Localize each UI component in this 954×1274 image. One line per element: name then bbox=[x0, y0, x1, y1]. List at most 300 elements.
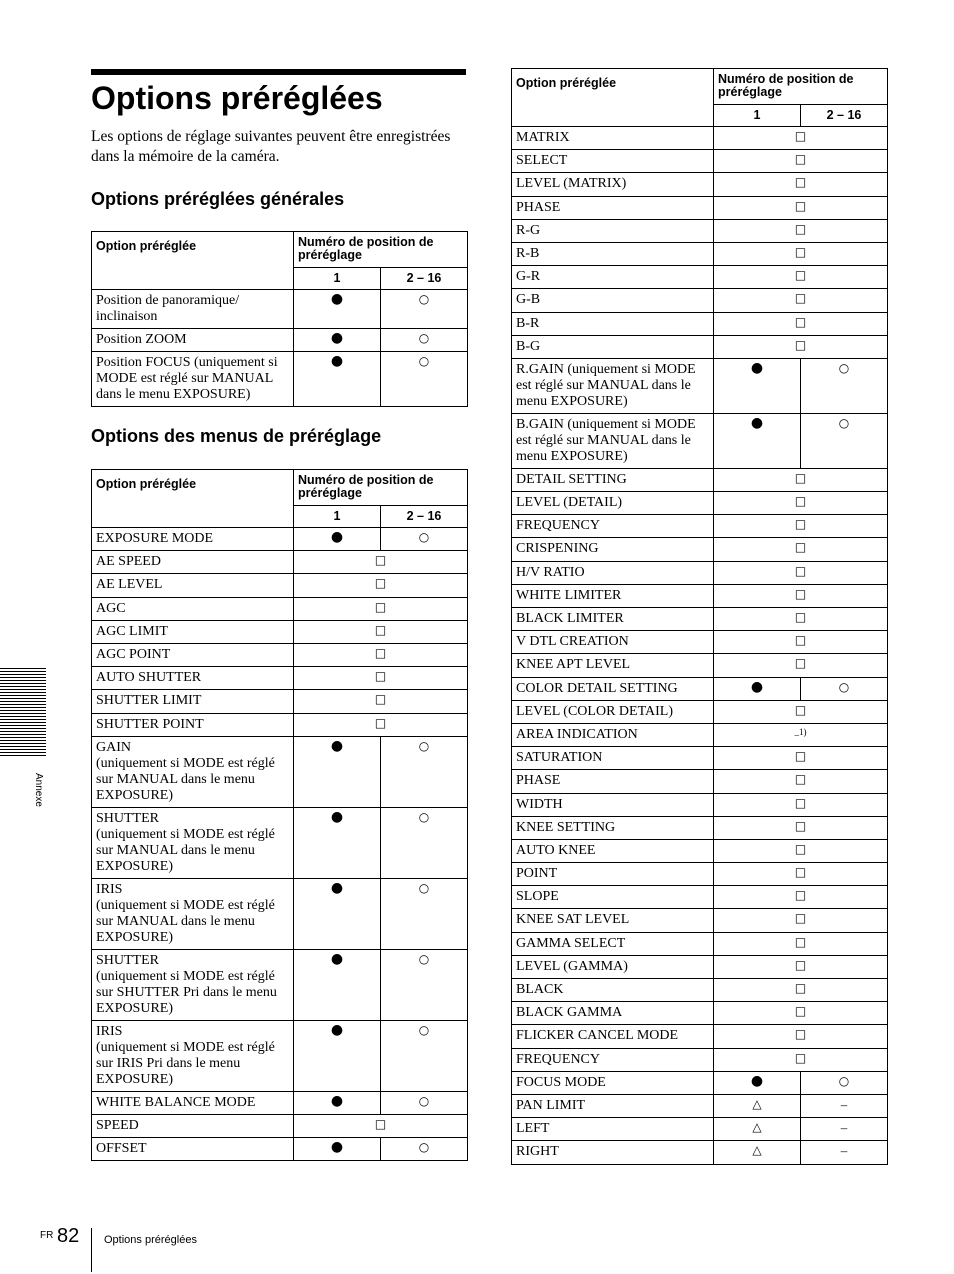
option-name bbox=[92, 667, 294, 690]
filled-circle-icon: ● bbox=[750, 678, 764, 695]
filled-circle-icon: ● bbox=[750, 1072, 764, 1089]
square-icon: □ bbox=[794, 656, 807, 671]
square-icon: □ bbox=[794, 633, 807, 648]
mark-all-positions bbox=[714, 863, 888, 886]
mark-all-positions bbox=[714, 515, 888, 538]
square-icon: □ bbox=[794, 795, 807, 810]
option-label: AE SPEED bbox=[96, 554, 161, 570]
mark-all-positions bbox=[714, 1048, 888, 1071]
option-label: FREQUENCY bbox=[516, 518, 601, 534]
mark-all-positions bbox=[714, 1025, 888, 1048]
table-row bbox=[512, 700, 888, 723]
option-name bbox=[92, 574, 294, 597]
option-label: V DTL CREATION bbox=[516, 634, 629, 650]
mark-all-positions bbox=[714, 770, 888, 793]
section-heading-general: Options préréglées générales bbox=[91, 189, 345, 209]
square-icon: □ bbox=[794, 198, 807, 213]
option-label: LEVEL (GAMMA) bbox=[516, 958, 628, 974]
mark-all-positions bbox=[714, 654, 888, 677]
option-label: R-G bbox=[516, 222, 541, 238]
square-icon: □ bbox=[794, 749, 807, 764]
option-name bbox=[512, 242, 714, 265]
open-circle-icon: ○ bbox=[418, 354, 430, 368]
filled-circle-icon: ● bbox=[330, 879, 344, 896]
option-label: CRISPENING bbox=[516, 541, 599, 557]
mark-all-positions bbox=[714, 932, 888, 955]
option-name bbox=[512, 631, 714, 654]
table-row bbox=[512, 1002, 888, 1025]
option-name bbox=[512, 515, 714, 538]
mark-all-positions bbox=[294, 597, 468, 620]
table-row bbox=[512, 468, 888, 491]
mark-position-1 bbox=[714, 1071, 801, 1094]
section-heading-menus: Options des menus de préréglage bbox=[91, 426, 382, 446]
side-label: Annexe bbox=[33, 773, 44, 807]
mark-position-1 bbox=[714, 1141, 801, 1164]
square-icon: □ bbox=[794, 1004, 807, 1019]
mark-all-positions bbox=[294, 620, 468, 643]
option-label: IRIS bbox=[96, 1023, 123, 1039]
table-row bbox=[92, 329, 468, 352]
table-row bbox=[512, 561, 888, 584]
table-row bbox=[92, 807, 468, 878]
option-label: RIGHT bbox=[516, 1144, 559, 1160]
option-name bbox=[512, 196, 714, 219]
mark-all-positions bbox=[714, 561, 888, 584]
option-name bbox=[512, 979, 714, 1002]
option-name bbox=[92, 551, 294, 574]
page-title: Options préréglées bbox=[91, 80, 383, 116]
open-circle-icon: ○ bbox=[838, 1073, 850, 1088]
table-row bbox=[512, 1025, 888, 1048]
mark-position-2-16 bbox=[381, 1020, 468, 1091]
option-name bbox=[512, 608, 714, 631]
option-name bbox=[512, 413, 714, 468]
option-label: LEFT bbox=[516, 1121, 550, 1137]
table-row bbox=[512, 150, 888, 173]
table-row bbox=[512, 538, 888, 561]
footer-divider bbox=[91, 1228, 92, 1272]
open-circle-icon: ○ bbox=[418, 292, 430, 306]
filled-circle-icon: ● bbox=[330, 808, 344, 825]
square-icon: □ bbox=[794, 934, 807, 949]
square-icon: □ bbox=[374, 553, 387, 568]
mark-position-1 bbox=[294, 1020, 381, 1091]
option-condition: (uniquement si MODE est réglé sur IRIS Pri dans le menu EXPOSURE) bbox=[96, 1039, 275, 1087]
table-row bbox=[512, 747, 888, 770]
option-name bbox=[92, 1138, 294, 1161]
square-icon: □ bbox=[374, 576, 387, 591]
intro-paragraph: Les options de réglage suivantes peuvent être enregistrées dans la mémoire de la caméra. bbox=[91, 128, 451, 165]
square-icon: □ bbox=[374, 715, 387, 730]
mark-position-1 bbox=[714, 413, 801, 468]
table-row bbox=[512, 127, 888, 150]
option-name bbox=[512, 312, 714, 335]
option-label: Position ZOOM bbox=[96, 332, 187, 347]
filled-circle-icon: ● bbox=[330, 330, 344, 346]
menu-presets-table bbox=[91, 469, 468, 1161]
option-label: B-G bbox=[516, 338, 541, 354]
filled-circle-icon: ● bbox=[750, 414, 764, 431]
table-row bbox=[92, 597, 468, 620]
table-row bbox=[512, 1048, 888, 1071]
header-position-number: Numéro de position de préréglage bbox=[714, 69, 888, 105]
table-row bbox=[512, 1141, 888, 1164]
option-name bbox=[92, 329, 294, 352]
option-name bbox=[512, 538, 714, 561]
square-icon: □ bbox=[374, 599, 387, 614]
square-icon: □ bbox=[794, 129, 807, 143]
square-icon: □ bbox=[794, 175, 807, 190]
mark-all-positions bbox=[714, 219, 888, 242]
square-icon: □ bbox=[794, 981, 807, 995]
mark-position-1 bbox=[294, 736, 381, 807]
option-label: B.GAIN (uniquement si MODE est réglé sur MANUAL dans le menu EXPOSURE) bbox=[516, 416, 696, 464]
square-icon: □ bbox=[794, 610, 807, 624]
option-label: LEVEL (MATRIX) bbox=[516, 176, 627, 192]
mark-all-positions bbox=[714, 747, 888, 770]
mark-position-2-16 bbox=[801, 358, 888, 413]
general-presets-table bbox=[91, 231, 468, 407]
option-label: SHUTTER bbox=[96, 810, 159, 826]
mark-position-1 bbox=[294, 1091, 381, 1114]
header-col-1: 1 bbox=[714, 105, 801, 127]
option-label: SLOPE bbox=[516, 889, 559, 905]
mark-position-2-16 bbox=[381, 1091, 468, 1114]
option-name bbox=[92, 1020, 294, 1091]
option-name bbox=[512, 816, 714, 839]
table-row bbox=[512, 584, 888, 607]
option-name bbox=[512, 266, 714, 289]
option-name bbox=[512, 863, 714, 886]
option-condition: (uniquement si MODE est réglé sur MANUAL dans le menu EXPOSURE) bbox=[96, 897, 275, 945]
mark-all-positions bbox=[714, 955, 888, 978]
header-option: Option préréglée bbox=[92, 232, 294, 290]
option-name bbox=[92, 690, 294, 713]
option-label: G-R bbox=[516, 269, 541, 285]
option-label: SELECT bbox=[516, 153, 568, 169]
mark-all-positions bbox=[714, 584, 888, 607]
mark-position-1 bbox=[714, 358, 801, 413]
table-row bbox=[92, 290, 468, 329]
table-row bbox=[512, 266, 888, 289]
option-name bbox=[92, 949, 294, 1020]
table-row bbox=[512, 932, 888, 955]
option-label: PHASE bbox=[516, 773, 561, 789]
mark-all-positions bbox=[714, 150, 888, 173]
open-circle-icon: ○ bbox=[418, 738, 430, 753]
option-name bbox=[92, 620, 294, 643]
table-row bbox=[512, 770, 888, 793]
table-row bbox=[512, 677, 888, 700]
mark-position-2-16 bbox=[381, 1138, 468, 1161]
filled-circle-icon: ● bbox=[330, 529, 344, 545]
option-name bbox=[92, 1114, 294, 1137]
option-name bbox=[92, 736, 294, 807]
table-row bbox=[512, 1071, 888, 1094]
mark-position-1 bbox=[294, 290, 381, 329]
option-name bbox=[92, 597, 294, 620]
mark-position-1 bbox=[294, 528, 381, 551]
option-name bbox=[512, 793, 714, 816]
mark-position-2-16 bbox=[801, 677, 888, 700]
square-icon: □ bbox=[794, 291, 807, 306]
option-name bbox=[512, 700, 714, 723]
square-icon: □ bbox=[794, 818, 807, 833]
mark-all-positions bbox=[294, 551, 468, 574]
table-row bbox=[512, 1118, 888, 1141]
option-name bbox=[512, 677, 714, 700]
option-name bbox=[512, 1002, 714, 1025]
square-icon: □ bbox=[794, 1050, 807, 1065]
mark-all-positions bbox=[714, 492, 888, 515]
dash-mark: – bbox=[840, 1096, 848, 1112]
table-row bbox=[512, 654, 888, 677]
mark-all-positions bbox=[714, 538, 888, 561]
option-name bbox=[512, 723, 714, 746]
option-label: G-B bbox=[516, 292, 541, 308]
option-label: KNEE APT LEVEL bbox=[516, 657, 631, 673]
square-icon: □ bbox=[794, 1027, 807, 1042]
table-row bbox=[512, 608, 888, 631]
header-col-2-16: 2 – 16 bbox=[801, 105, 888, 127]
option-label: SPEED bbox=[96, 1117, 139, 1133]
mark-all-positions bbox=[714, 816, 888, 839]
header-col-2-16: 2 – 16 bbox=[381, 506, 468, 528]
table-row bbox=[92, 352, 468, 407]
square-icon: □ bbox=[794, 152, 807, 167]
option-label: Position FOCUS (uniquement si MODE est réglé sur MANUAL dans le menu EXPOSURE) bbox=[96, 355, 278, 402]
header-row bbox=[92, 470, 468, 506]
square-icon: □ bbox=[794, 494, 807, 509]
open-circle-icon: ○ bbox=[418, 1140, 430, 1155]
square-icon: □ bbox=[794, 221, 807, 236]
mark-position-1 bbox=[294, 352, 381, 407]
option-condition: (uniquement si MODE est réglé sur SHUTTER Pri dans le menu EXPOSURE) bbox=[96, 968, 277, 1016]
option-label: EXPOSURE MODE bbox=[96, 531, 214, 546]
option-name bbox=[512, 1048, 714, 1071]
option-label: DETAIL SETTING bbox=[516, 471, 627, 487]
option-name bbox=[512, 909, 714, 932]
table-row bbox=[512, 631, 888, 654]
table-row bbox=[92, 713, 468, 736]
open-circle-icon: ○ bbox=[418, 1022, 430, 1037]
square-icon: □ bbox=[794, 586, 807, 601]
option-name bbox=[512, 1141, 714, 1164]
table-row bbox=[512, 173, 888, 196]
option-name bbox=[92, 528, 294, 551]
table-row bbox=[92, 736, 468, 807]
square-icon: □ bbox=[794, 337, 807, 352]
mark-all-positions bbox=[714, 793, 888, 816]
table-row bbox=[92, 620, 468, 643]
option-label: FOCUS MODE bbox=[516, 1074, 606, 1090]
option-label: SHUTTER LIMIT bbox=[96, 693, 202, 709]
mark-all-positions bbox=[714, 909, 888, 932]
mark-all-positions bbox=[714, 468, 888, 491]
open-circle-icon: ○ bbox=[838, 360, 850, 375]
square-icon: □ bbox=[374, 622, 387, 637]
mark-position-2-16 bbox=[381, 736, 468, 807]
footnote-reference: _1) bbox=[714, 723, 888, 746]
mark-all-positions bbox=[714, 979, 888, 1002]
mark-all-positions bbox=[714, 631, 888, 654]
header-col-1: 1 bbox=[294, 506, 381, 528]
filled-circle-icon: ● bbox=[330, 1092, 344, 1109]
option-name bbox=[512, 747, 714, 770]
option-name bbox=[92, 290, 294, 329]
option-label: AGC POINT bbox=[96, 646, 171, 662]
option-label: AUTO SHUTTER bbox=[96, 670, 202, 686]
square-icon: □ bbox=[794, 314, 807, 329]
option-label: LEVEL (COLOR DETAIL) bbox=[516, 703, 673, 719]
square-icon: □ bbox=[794, 865, 807, 880]
option-name bbox=[512, 468, 714, 491]
option-label: GAMMA SELECT bbox=[516, 935, 626, 951]
table-row bbox=[92, 667, 468, 690]
option-name bbox=[512, 358, 714, 413]
mark-all-positions bbox=[714, 886, 888, 909]
option-name bbox=[512, 561, 714, 584]
option-name bbox=[512, 1094, 714, 1117]
option-label: PAN LIMIT bbox=[516, 1097, 586, 1113]
option-label: Position de panoramique/ inclinaison bbox=[96, 293, 240, 324]
option-label: KNEE SETTING bbox=[516, 819, 616, 835]
header-position-number: Numéro de position de préréglage bbox=[294, 470, 468, 506]
table-row bbox=[512, 909, 888, 932]
option-name bbox=[92, 643, 294, 666]
option-name bbox=[512, 932, 714, 955]
square-icon: □ bbox=[374, 692, 387, 707]
dash-mark: – bbox=[840, 1143, 848, 1159]
mark-position-1 bbox=[714, 677, 801, 700]
mark-all-positions bbox=[294, 1114, 468, 1137]
filled-circle-icon: ● bbox=[330, 353, 344, 369]
option-label: BLACK bbox=[516, 982, 564, 997]
header-col-2-16: 2 – 16 bbox=[381, 268, 468, 290]
mark-all-positions bbox=[714, 312, 888, 335]
open-circle-icon: ○ bbox=[418, 880, 430, 895]
option-label: R.GAIN (uniquement si MODE est réglé sur MANUAL dans le menu EXPOSURE) bbox=[516, 361, 696, 409]
open-circle-icon: ○ bbox=[418, 1093, 430, 1108]
header-col-1: 1 bbox=[294, 268, 381, 290]
mark-all-positions bbox=[714, 289, 888, 312]
table-row bbox=[512, 793, 888, 816]
mark-position-2-16 bbox=[381, 528, 468, 551]
option-name bbox=[512, 839, 714, 862]
mark-position-2-16 bbox=[381, 329, 468, 352]
mark-position-1 bbox=[294, 807, 381, 878]
option-name bbox=[92, 878, 294, 949]
mark-position-2-16 bbox=[381, 949, 468, 1020]
mark-position-2-16 bbox=[381, 352, 468, 407]
mark-all-positions bbox=[294, 643, 468, 666]
filled-circle-icon: ● bbox=[330, 1139, 344, 1156]
option-name bbox=[512, 219, 714, 242]
table-row bbox=[512, 358, 888, 413]
option-name bbox=[512, 955, 714, 978]
table-row bbox=[512, 196, 888, 219]
square-icon: □ bbox=[794, 911, 807, 926]
option-name bbox=[512, 492, 714, 515]
option-name bbox=[512, 289, 714, 312]
mark-all-positions bbox=[714, 242, 888, 265]
table-row bbox=[92, 1114, 468, 1137]
option-name bbox=[92, 807, 294, 878]
option-label: AE LEVEL bbox=[96, 577, 163, 593]
option-label: AGC bbox=[96, 600, 126, 616]
table-row bbox=[512, 242, 888, 265]
table-row bbox=[92, 878, 468, 949]
option-name bbox=[92, 1091, 294, 1114]
option-label: PHASE bbox=[516, 199, 561, 215]
mark-all-positions bbox=[714, 173, 888, 196]
square-icon: □ bbox=[794, 702, 807, 717]
option-label: AUTO KNEE bbox=[516, 842, 596, 858]
header-position-number: Numéro de position de préréglage bbox=[294, 232, 468, 268]
option-label: SATURATION bbox=[516, 750, 603, 766]
option-label: SHUTTER bbox=[96, 952, 159, 968]
header-row bbox=[512, 69, 888, 105]
dash-mark: – bbox=[840, 1120, 848, 1136]
mark-all-positions bbox=[714, 700, 888, 723]
filled-circle-icon: ● bbox=[330, 1021, 344, 1038]
open-circle-icon: ○ bbox=[838, 679, 850, 694]
option-label: BLACK GAMMA bbox=[516, 1005, 623, 1021]
mark-all-positions bbox=[714, 839, 888, 862]
table-row bbox=[92, 949, 468, 1020]
table-row bbox=[512, 515, 888, 538]
option-name bbox=[512, 150, 714, 173]
square-icon: □ bbox=[794, 888, 807, 903]
mark-all-positions bbox=[714, 608, 888, 631]
square-icon: □ bbox=[794, 244, 807, 259]
mark-position-2-16 bbox=[381, 878, 468, 949]
option-condition: (uniquement si MODE est réglé sur MANUAL dans le menu EXPOSURE) bbox=[96, 755, 275, 803]
table-row bbox=[512, 413, 888, 468]
footer-title: Options préréglées bbox=[104, 1234, 197, 1246]
option-name bbox=[512, 1071, 714, 1094]
table-row bbox=[512, 335, 888, 358]
header-option: Option préréglée bbox=[512, 69, 714, 127]
option-label: B-R bbox=[516, 315, 540, 331]
option-name bbox=[512, 770, 714, 793]
square-icon: □ bbox=[794, 841, 807, 856]
option-label: OFFSET bbox=[96, 1141, 147, 1157]
mark-position-1 bbox=[714, 1094, 801, 1117]
option-name bbox=[512, 127, 714, 150]
open-circle-icon: ○ bbox=[418, 530, 430, 544]
mark-all-positions bbox=[714, 266, 888, 289]
table-row bbox=[512, 492, 888, 515]
table-row bbox=[92, 1138, 468, 1161]
option-name bbox=[512, 886, 714, 909]
square-icon: □ bbox=[794, 268, 807, 283]
square-icon: □ bbox=[794, 517, 807, 532]
table-row bbox=[512, 1094, 888, 1117]
filled-circle-icon: ● bbox=[330, 291, 344, 307]
table-row bbox=[92, 643, 468, 666]
mark-position-2-16 bbox=[801, 1141, 888, 1164]
mark-all-positions bbox=[294, 574, 468, 597]
option-name bbox=[92, 352, 294, 407]
mark-position-2-16 bbox=[801, 1071, 888, 1094]
mark-position-1 bbox=[294, 878, 381, 949]
table-row bbox=[92, 1091, 468, 1114]
option-label: SHUTTER POINT bbox=[96, 716, 204, 732]
option-label: KNEE SAT LEVEL bbox=[516, 912, 630, 928]
option-label: FREQUENCY bbox=[516, 1051, 601, 1067]
